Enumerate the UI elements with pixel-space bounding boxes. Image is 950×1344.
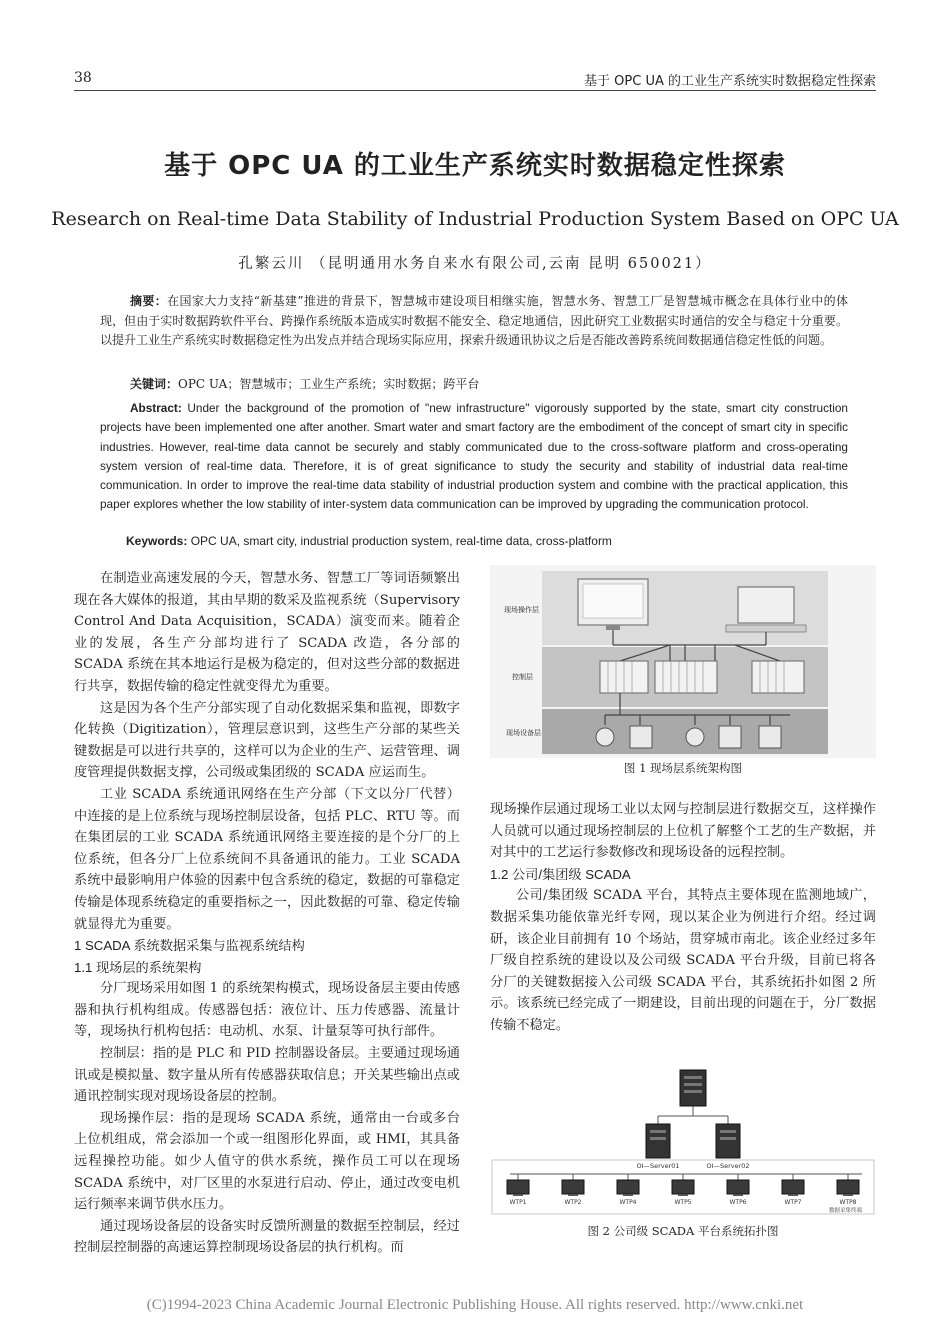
figure-2-topology-diagram: [490, 1068, 876, 1216]
body-paragraph: 公司/集团级 SCADA 平台，其特点主要体现在监测地域广，数据采集功能依靠光纤专网，现以某企业为例进行介绍。经过调研，该企业目前拥有 10 个场站，贯穿城市南北。该企业经过多年厂级自控系统的建设以及公司级 SCADA 平台升级，目前已将各分厂的关键数据接入公司级 SCADA 平台，其系统拓扑如图 2 所示。该系统已经完成了一期建设，目前出现的问题在于，分厂数据传输不稳定。: [490, 888, 876, 1033]
layer-label-device: 现场设备层: [506, 729, 541, 737]
station-label: WTP1: [509, 1199, 527, 1206]
station-label: WTP2: [564, 1199, 582, 1206]
body-paragraph: 现场操作层通过现场工业以太网与控制层进行数据交互，这样操作人员就可以通过现场控制层的上位机了解整个工艺的生产数据，并对其中的工艺运行参数修改和现场设备的远程控制。: [490, 802, 876, 861]
station-group: [507, 1174, 859, 1206]
section-heading-1-1: 1.1 现场层的系统架构: [74, 959, 202, 975]
station-label: WTP8: [839, 1199, 857, 1206]
page-number: 38: [74, 70, 92, 86]
keywords-english-text: OPC UA, smart city, industrial production system, real-time data, cross-platform: [187, 534, 612, 548]
workstation-icon: [726, 587, 806, 632]
station-label: WTP5: [674, 1199, 692, 1206]
section-heading-1: 1 SCADA 系统数据采集与监视系统结构: [74, 938, 305, 954]
station-label: WTP4: [619, 1199, 637, 1206]
keywords-chinese: [130, 375, 848, 392]
body-paragraph: 通过现场设备层的设备实时反馈所测量的数据至控制层，经过控制层控制器的高速运算控制现场设备层的执行机构。而: [74, 1218, 460, 1256]
layer-band-device: [542, 709, 828, 754]
abstract-chinese-label: 摘要：: [130, 294, 168, 308]
station-computer-icon: [672, 1174, 694, 1206]
keywords-chinese-label: 关键词：: [130, 377, 179, 391]
body-paragraph: 这是因为各个生产分部实现了自动化数据采集和监视，即数字化转换（Digitization），管理层意识到，这些生产分部的某些关键数据是可以进行共享的，这样可以为企业的生产、运营管理、调度管理提供数据支撑，公司级或集团级的 SCADA 应运而生。: [74, 700, 460, 781]
figure-1-caption: 图 1 现场层系统架构图: [623, 761, 743, 775]
running-title: 基于 OPC UA 的工业生产系统实时数据稳定性探索: [584, 74, 876, 89]
abstract-english: [100, 399, 848, 515]
station-computer-icon: [617, 1174, 639, 1206]
station-computer-icon: [562, 1174, 584, 1206]
body-paragraph: 现场操作层：指的是现场 SCADA 系统，通常由一台或多台上位机组成，常会添加一个或一组图形化界面，或 HMI，其具备远程操控功能。如少人值守的供水系统，操作员工可以在现场 SCADA 系统中，对厂区里的水泵进行启动、停止，通过改变电机运行频率来调节供水压力。: [74, 1110, 460, 1213]
station-computer-icon: [727, 1174, 749, 1206]
abstract-chinese-text: 在国家大力支持“新基建”推进的背景下，智慧城市建设项目相继实施，智慧水务、智慧工厂是智慧城市概念在具体行业中的体现，但由于实时数据跨软件平台、跨操作系统版本造成实时数据不能安全、稳定地通信，因此研究工业数据实时通信的安全与稳定十分重要。以提升工业生产系统实时数据稳定性为出发点并结合现场实际应用，探索升级通讯协议之后是否能改善跨系统间数据通信稳定性低的问题。: [100, 294, 848, 347]
server-label-02: OI—Server02: [706, 1162, 750, 1170]
station-label: WTP7: [784, 1199, 802, 1206]
server-icon-02: [716, 1124, 740, 1158]
author-affiliation: 孔繁云川 （昆明通用水务自来水有限公司,云南 昆明 650021）: [238, 256, 712, 272]
plc-rack-icon: [600, 661, 804, 693]
central-server-icon: [680, 1070, 706, 1106]
body-paragraph: 分厂现场采用如图 1 的系统架构模式，现场设备层主要由传感器和执行机构组成。传感器包括：液位计、压力传感器、流量计等，现场执行机构包括：电动机、水泵、计量泵等可执行部件。: [74, 981, 460, 1040]
body-paragraph: 在制造业高速发展的今天，智慧水务、智慧工厂等词语频繁出现在各大媒体的报道，其由早期的数采及监视系统（Supervisory Control And Data Acquisition，SCADA）演变而来。随着企业的发展，各生产分部均进行了 SCADA 改造，各分部的 SCADA 系统在其本地运行是极为稳定的，但对这些分部的数据进行共享，数据传输的稳定性就变得尤为重要。: [74, 571, 460, 694]
station-label: WTP6: [729, 1199, 747, 1206]
hmi-monitor-icon: [578, 579, 648, 630]
body-paragraph: 控制层：指的是 PLC 和 PID 控制器设备层。主要通过现场通讯或是模拟量、数字量从所有传感器获取信息；开关某些输出点或通讯控制实现对现场设备层的控制。: [74, 1046, 460, 1105]
station-computer-icon: [782, 1174, 804, 1206]
server-links: [658, 1106, 728, 1124]
station-computer-icon: [507, 1174, 529, 1206]
abstract-chinese: [100, 292, 848, 351]
copyright-footer: (C)1994-2023 China Academic Journal Electronic Publishing House. All rights reserved. http://www.cnki.net: [146, 1297, 804, 1313]
abstract-english-text: Under the background of the promotion of "new infrastructure" vigorously supported by the state, smart city construction projects have been implemented one after another. Smart water and smart factory are the embodiment of the concept of smart city in specific industries. However, real-time data cannot be securely and stably communicated due to the cross-software platform and cross-operating system version of real-time data. Therefore, it is of great significance to study the security and stability of industrial data real-time communication. In order to improve the real-time data stability of industrial production system and combine with the practical application, this paper explores whether the low stability of inter-system data communication can be improved by upgrading the communication protocol.: [100, 401, 848, 512]
terminal-label: 数据采集终端: [828, 1208, 862, 1214]
keywords-english-label: Keywords:: [126, 534, 188, 548]
server-label-01: OI—Server01: [636, 1162, 680, 1170]
keywords-english: [126, 534, 612, 548]
left-column: [74, 568, 460, 1259]
server-icon-01: [646, 1124, 670, 1158]
right-column: [490, 799, 876, 1037]
keywords-chinese-text: OPC UA；智慧城市；工业生产系统；实时数据；跨平台: [178, 377, 480, 391]
section-heading-1-2: 1.2 公司/集团级 SCADA: [490, 866, 631, 882]
abstract-english-label: Abstract:: [130, 401, 182, 415]
figure-1-architecture-diagram: [490, 565, 876, 758]
figure-2-caption: 图 2 公司级 SCADA 平台系统拓扑图: [587, 1224, 779, 1238]
article-title-chinese: 基于 OPC UA 的工业生产系统实时数据稳定性探索: [164, 151, 786, 181]
article-title-english: Research on Real-time Data Stability of Industrial Production System Based on OPC UA: [51, 208, 899, 230]
header-rule: [74, 90, 876, 91]
body-paragraph: 工业 SCADA 系统通讯网络在生产分部（下文以分厂代替）中连接的是上位系统与现场控制层设备，包括 PLC、RTU 等。而在集团层的工业 SCADA 系统通讯网络主要连接的是个分厂的上位系统，但各分厂上位系统间不具备通讯的能力。工业 SCADA 系统中最影响用户体验的因素中包含系统的稳定，数据的可靠稳定传输是体现系统稳定的重要指标之一，因此数据的可靠、稳定传输就显得尤为重要。: [74, 786, 460, 932]
station-computer-icon: [837, 1174, 859, 1206]
layer-label-operation: 现场操作层: [504, 606, 539, 614]
layer-label-control: 控制层: [512, 673, 533, 681]
